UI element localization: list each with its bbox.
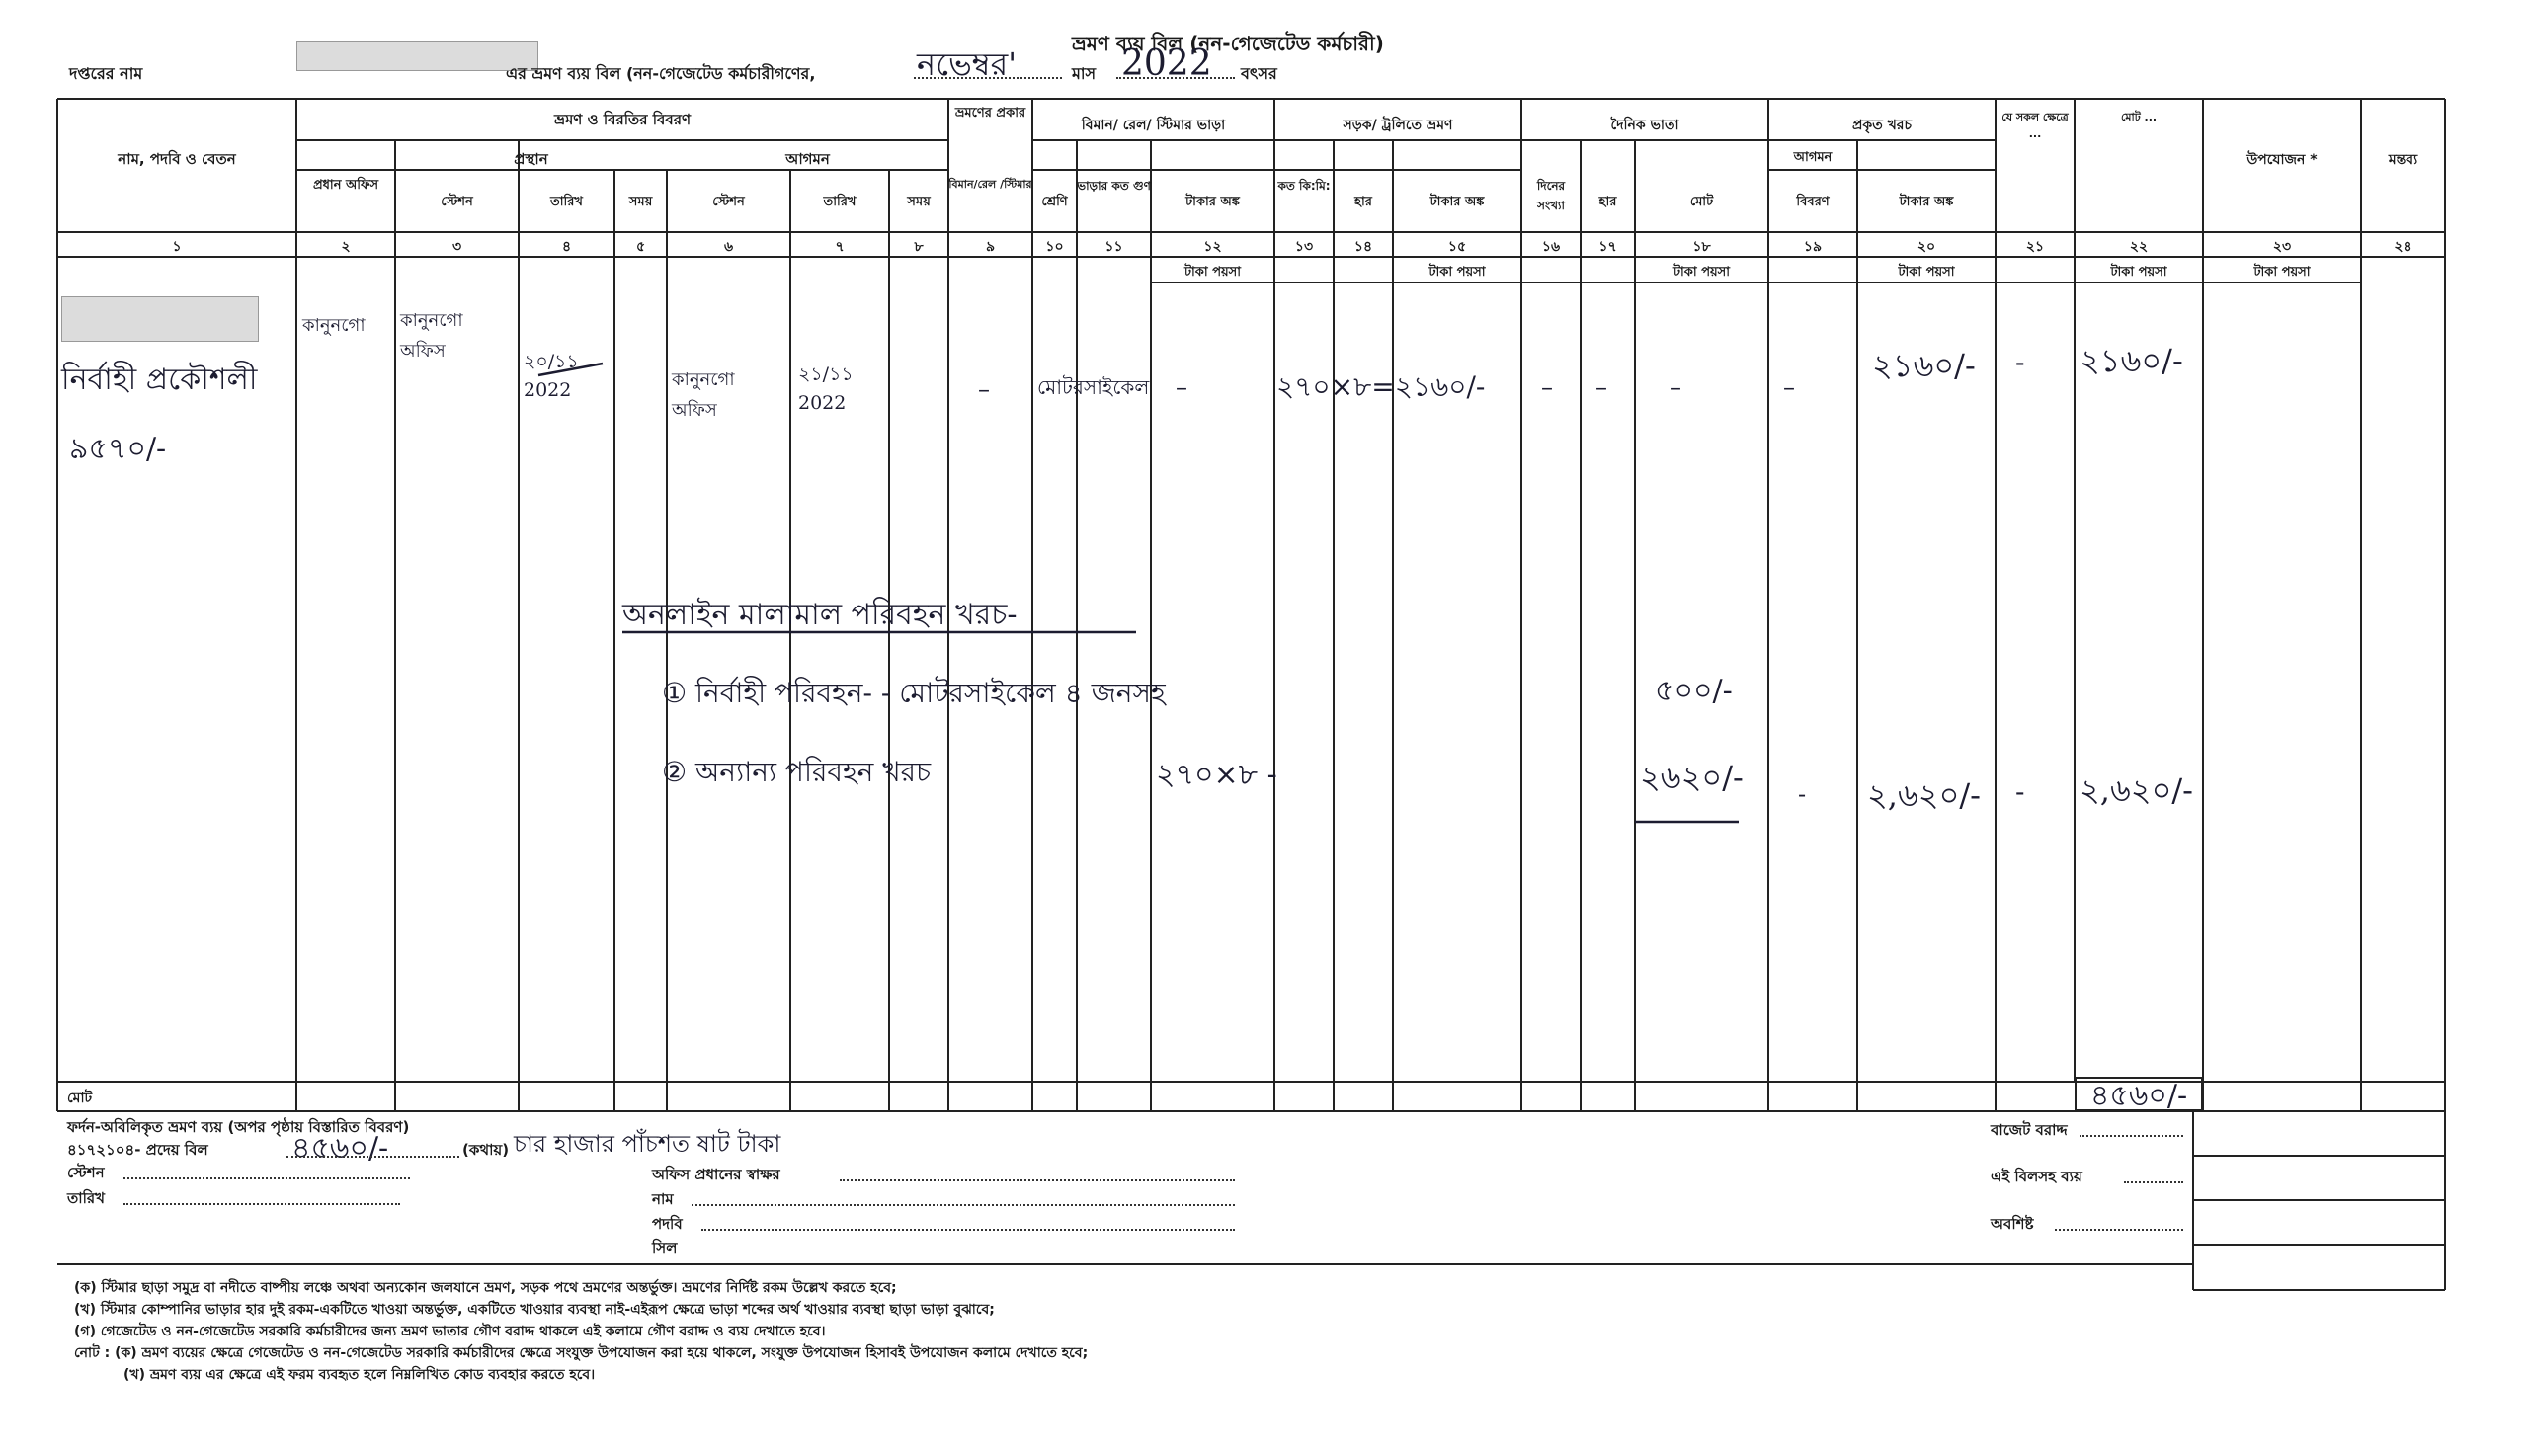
month-label: মাস [1072,64,1097,83]
sub-km: কত কি:মি: [1277,179,1331,193]
entry-dep-date: ২০/১১ 2022 [524,351,579,401]
col-number-12: ১২ [1203,239,1222,255]
sub-actual-amount: টাকার অঙ্ক [1899,195,1954,209]
col-number-15: ১৫ [1447,239,1467,255]
footer-office-head-sign: অফিস প্রধানের স্বাক্ষর [652,1166,780,1183]
entry-dash-21: - [2015,346,2025,378]
footer-words: চার হাজার পাঁচশত ষাট টাকা [514,1130,781,1158]
footer-date-label: তারিখ [67,1189,105,1207]
sub-dep-station: স্টেশন [441,195,473,209]
header-remarks: মন্তব্য [2388,152,2418,168]
entry-arr-station: কানুনগো অফিস [672,369,735,421]
sub-fare-multiple: ভাড়ার কত গুণ [1077,179,1151,193]
col-number-16: ১৬ [1541,239,1561,255]
sub-arr-time: সময় [907,195,931,209]
note-line2-dash-21: - [2015,775,2025,808]
note-line2-calc: ২৭০×৮ - [1156,758,1277,792]
entry-total-row1: ২১৬০/- [2080,342,2183,379]
entry-salary: ৯৫৭০/- [69,432,167,466]
footer-name-dots [692,1204,1235,1206]
header-col22: মোট ... [2120,111,2158,123]
entry-dash-18: – [1670,373,1681,401]
sub-fare-amount: টাকার অঙ্ক [1185,195,1240,209]
col-number-7: ৭ [835,239,845,255]
footer-station-label: স্টেশন [67,1164,105,1181]
redacted-employee-name [61,296,259,342]
footer-date-dots [123,1203,400,1205]
header-actual-arrival: আগমন [1793,150,1833,165]
col-number-13: ১৩ [1294,239,1314,255]
year-label: বৎসর [1241,64,1277,83]
taka-poisa-18: টাকা পয়সা [1672,265,1731,280]
entry-office: কানুনগো [302,315,366,336]
footer-payable-amount: ৪৫৬০/- [291,1131,389,1166]
col-number-8: ৮ [914,239,924,255]
header-name-designation-salary: নাম, পদবি ও বেতন [118,150,236,168]
footer-seal-label: সিল [652,1239,678,1256]
office-label: দপ্তরের নাম [69,64,143,83]
col-number-2: ২ [341,239,351,255]
sub-days: দিনের সংখ্যা [1536,179,1566,212]
footer-budget-label: বাজেট বরাদ্দ [1991,1121,2068,1139]
taka-poisa-22: টাকা পয়সা [2110,265,2167,280]
footer-balance-dots [2055,1229,2183,1231]
sub-mode: বিমান/রেল /স্টিমার [948,178,1032,191]
col-number-10: ১০ [1045,239,1064,255]
col-number-20: ২০ [1917,239,1936,255]
entry-dash-16: – [1541,373,1553,401]
footer-line1: ফর্দন-অবিলিকৃত ভ্রমণ ব্যয় (অপর পৃষ্ঠায় বিস্তারিত বিবরণ) [67,1118,410,1136]
sub-arr-date: তারিখ [823,195,857,209]
note-line2-amount-22: ২,৬২০/- [2080,771,2193,809]
header-travel-details: ভ্রমণ ও বিরতির বিবরণ [553,111,692,128]
sub-head-office: প্রধান অফিস [312,178,379,193]
header-travel-type: ভ্রমণের প্রকার [954,106,1026,121]
year-value: 2022 [1121,43,1212,84]
note-line2-amount-20: ২,৬২০/- [1867,776,1981,814]
sub-class: শ্রেণি [1041,195,1068,209]
sub-daily-total: মোট [1689,195,1714,209]
col-number-19: ১৯ [1803,239,1823,255]
footer-payable-dots [286,1156,459,1158]
footer-name-label: নাম [652,1190,674,1208]
note-note-kha: (খ) ভ্রমণ ব্যয় এর ক্ষেত্রে এই ফরম ব্যবহৃত হলে নিম্নলিখিত কোড ব্যবহার করতে হবে। [123,1367,596,1383]
col-number-3: ৩ [451,239,462,255]
header-col21: যে সকল ক্ষেত্রে ... [2001,111,2069,140]
col-number-14: ১৪ [1353,239,1373,255]
col-number-22: ২২ [2129,239,2149,255]
footer-words-label: (কথায়) [462,1141,510,1159]
entry-arr-date: ২১/১১ 2022 [798,364,854,414]
header-actual-cost: প্রকৃত খরচ [1851,118,1913,133]
col-number-21: ২১ [2025,239,2045,255]
footer-payable-prefix: ৪১৭২১০৪- প্রদেয় বিল [67,1141,208,1159]
header-fare: বিমান/ রেল/ স্টিমার ভাড়া [1081,118,1226,133]
col-number-4: ৪ [561,239,572,255]
form-title: ভ্রমণ ব্যয় বিল (নন-গেজেটেড কর্মচারী) [1072,32,1384,55]
note-line1-amount: ৫০০/- [1655,674,1733,708]
col-number-17: ১৭ [1598,239,1617,255]
entry-designation: নির্বাহী প্রকৌশলী [61,363,258,397]
note-line2-amount: ২৬২০/- [1640,759,1744,796]
entry-actual-amount: ২১৬০/- [1872,347,1976,384]
footer-this-bill-label: এই বিলসহ ব্যয় [1991,1168,2082,1185]
sub-daily-rate: হার [1598,195,1617,209]
note-line1: ① নির্বাহী পরিবহন- - মোটরসাইকেল ৪ জনসহ [662,677,1166,709]
col-number-11: ১১ [1104,239,1123,255]
grand-total: ৪৫৬০/- [2075,1077,2203,1111]
footer-station-dots [123,1177,410,1179]
header-appropriation: উপযোজন * [2246,152,2318,168]
footer-designation-label: পদবি [652,1215,683,1233]
note-note-ka: নোট : (ক) ভ্রমণ ব্যয়ের ক্ষেত্রে গেজেটেড ও নন-গেজেটেড সরকারি কর্মচারীদের ক্ষেত্রে সংযুক্ত উপযোজন করা হয়ে থাকলে, সংযুক্ত উপযোজন হিসাবই উপযোজন কলামে দেখাতে হবে; [74,1345,1089,1361]
sub-description: বিবরণ [1796,195,1830,209]
col-number-9: ৯ [985,239,996,255]
note-line2: ② অন্যান্য পরিবহন খরচ [662,756,932,788]
col-number-18: ১৮ [1692,239,1711,255]
col-number-23: ২৩ [2272,239,2292,255]
sub-road-amount: টাকার অঙ্ক [1429,195,1485,209]
note-ga: (গ) গেজেটেড ও নন-গেজেটেড সরকারি কর্মচারীদের জন্য ভ্রমণ ভাতার গৌণ বরাদ্দ থাকলে এই কলামে গৌণ বরাদ্দ ও ব্যয় দেখাতে হবে। [74,1324,826,1339]
total-label: মোট [67,1091,93,1106]
footer-sign-dots [840,1179,1235,1181]
month-value: নভেম্বর' [917,45,1018,83]
taka-poisa-12: টাকা পয়সা [1183,265,1242,280]
footer-budget-dots [2080,1135,2183,1137]
note-kha: (খ) স্টিমার কোম্পানির ভাড়ার হার দুই রকম-একটিতে খাওয়া অন্তর্ভুক্ত, একটিতে খাওয়ার ব্যবস্থা নাই-এইরূপ ক্ষেত্রে ভাড়া শব্দের অর্থ খাওয়ার ব্যবস্থা ছাড়া ভাড়া বুঝাবে; [74,1302,995,1318]
entry-dash-17: – [1595,373,1607,401]
note-line2-dash-19: - [1798,780,1807,808]
taka-poisa-15: টাকা পয়সা [1428,265,1486,280]
entry-dep-station: কানুনগো অফিস [400,310,463,362]
bill-label: এর ভ্রমণ ব্যয় বিল (নন-গেজেটেড কর্মচারীগণের, [506,64,816,83]
entry-dash-12: – [1176,373,1187,401]
sub-dep-time: সময় [628,195,653,209]
col-number-6: ৬ [723,239,734,255]
note-ka: (ক) স্টিমার ছাড়া সমুদ্র বা নদীতে বাষ্পীয় লঞ্চে অথবা অন্যকোন জলযানে ভ্রমণ, সড়ক পথে ভ্রমণের অন্তর্ভুক্ত। ভ্রমণের নির্দিষ্ট রকম উল্লেখ করতে হবে; [74,1280,897,1296]
entry-dash-9: – [978,375,990,403]
note-heading: অনলাইন মালামাল পরিবহন খরচ- [622,598,1018,632]
entry-travel-mode: মোটরসাইকেল [1037,375,1150,399]
header-departure: প্রস্থান [514,150,548,168]
taka-poisa-23: টাকা পয়সা [2253,265,2311,280]
entry-road-calc: ২৭০×৮=২১৬০/- [1276,370,1486,403]
header-daily-allowance: দৈনিক ভাতা [1610,118,1679,133]
col-number-1: ১ [172,239,182,255]
header-arrival: আগমন [785,150,830,168]
col-number-24: ২৪ [2394,239,2412,255]
footer-this-bill-dots [2124,1181,2183,1183]
sub-road-rate: হার [1354,195,1372,209]
sub-dep-date: তারিখ [550,195,583,209]
col-number-5: ৫ [635,239,646,255]
footer-balance-label: অবশিষ্ট [1991,1215,2034,1233]
taka-poisa-20: টাকা পয়সা [1898,265,1955,280]
footer-designation-dots [701,1229,1235,1231]
entry-dash-19: – [1783,373,1795,401]
header-road: সড়ক/ ট্রলিতে ভ্রমণ [1343,118,1453,133]
sub-arr-station: স্টেশন [712,195,745,209]
